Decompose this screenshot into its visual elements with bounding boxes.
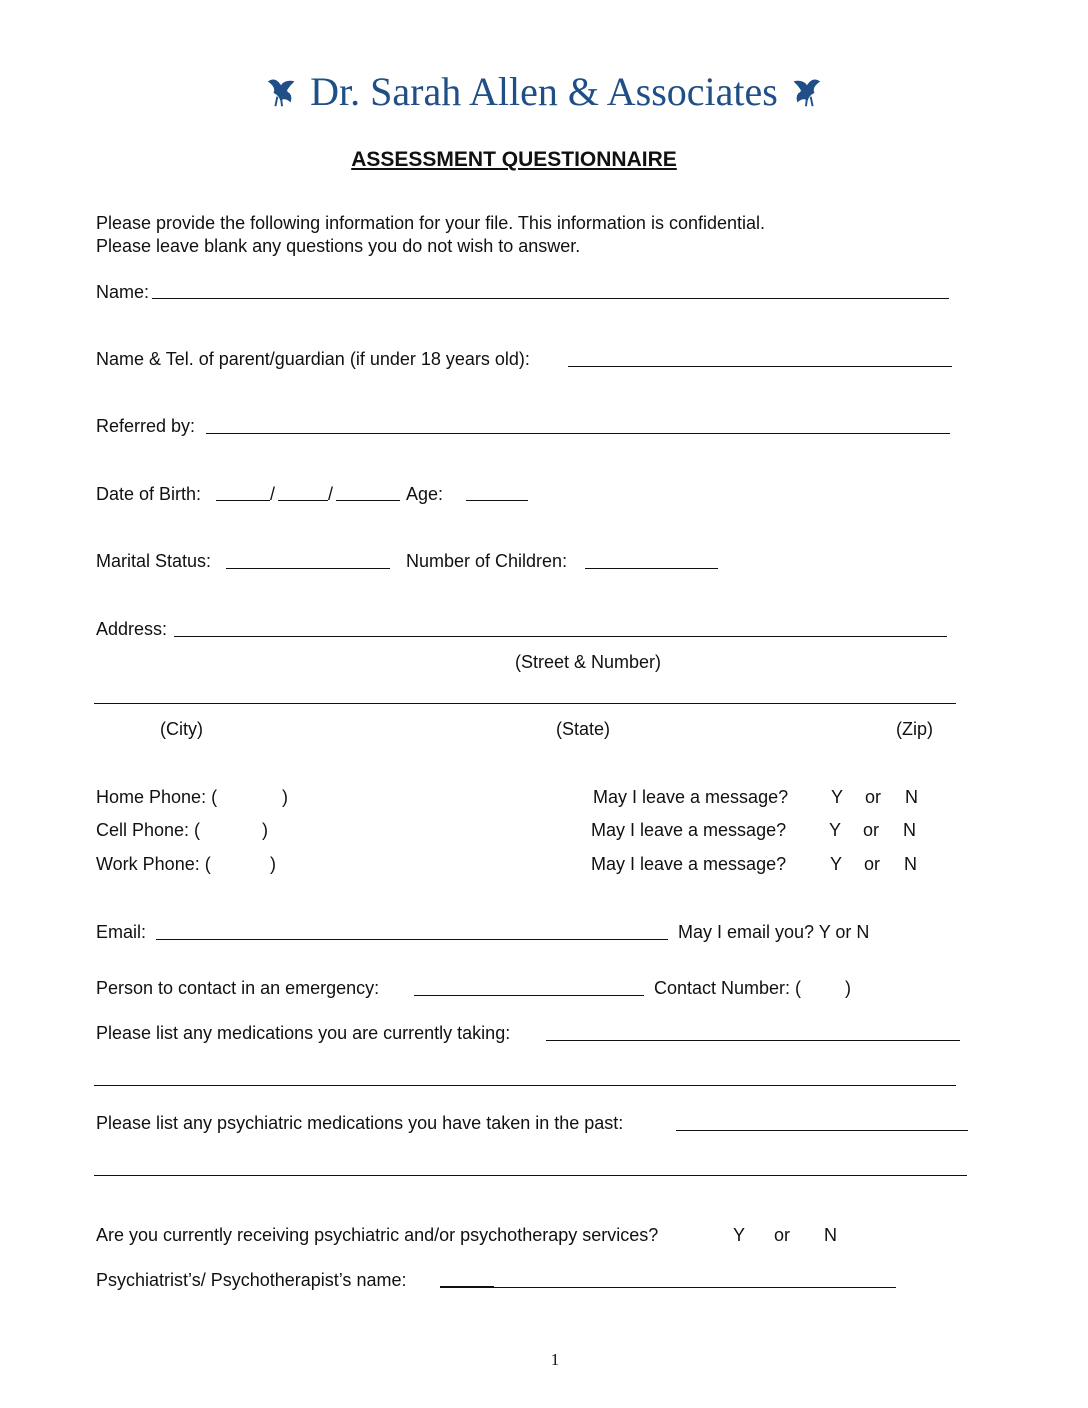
bird-icon [264,72,302,110]
past-medications-label: Please list any psychiatric medications you have taken in the past: [96,1113,624,1133]
past-medications-input-line[interactable] [676,1130,968,1131]
street-caption: (Street & Number) [515,652,662,672]
cell-message-no[interactable]: N [903,820,916,840]
receiving-services-yes[interactable]: Y [733,1225,746,1245]
past-medications-extra-line[interactable] [94,1175,967,1176]
email-input-line[interactable] [156,939,668,940]
dob-day-line[interactable] [278,500,328,501]
current-medications-input-line[interactable] [546,1040,960,1041]
name-label: Name: [96,282,150,302]
contact-number-label: Contact Number: ( [654,978,802,998]
city-caption: (City) [160,719,203,739]
home-message-or: or [865,787,882,807]
bird-icon [786,72,824,110]
work-message-or: or [864,854,881,874]
emergency-contact-input-line[interactable] [414,995,644,996]
current-medications-extra-line[interactable] [94,1085,956,1086]
work-message-question: May I leave a message? [591,854,787,874]
contact-number-paren: ) [845,978,851,998]
receiving-services-no[interactable]: N [824,1225,837,1245]
email-label: Email: [96,922,147,942]
emergency-contact-label: Person to contact in an emergency: [96,978,380,998]
home-message-yes[interactable]: Y [831,787,844,807]
dob-separator: / [328,484,334,504]
referred-by-label: Referred by: [96,416,196,436]
guardian-label: Name & Tel. of parent/guardian (if under 18 years old): [96,349,530,369]
cell-message-question: May I leave a message? [591,820,787,840]
cell-phone-label: Cell Phone: ( [96,820,201,840]
dob-label: Date of Birth: [96,484,202,504]
cell-message-or: or [863,820,880,840]
practice-header [0,66,1088,116]
dob-year-line[interactable] [336,500,400,501]
work-message-no[interactable]: N [904,854,917,874]
home-phone-label: Home Phone: ( [96,787,218,807]
email-consent-question: May I email you? Y or N [678,922,870,942]
therapist-name-underline-accent [440,1286,494,1288]
therapist-name-label: Psychiatrist’s/ Psychotherapist’s name: [96,1270,407,1290]
form-title: ASSESSMENT QUESTIONNAIRE [351,148,677,171]
work-phone-paren: ) [270,854,276,874]
guardian-input-line[interactable] [568,366,952,367]
home-message-no[interactable]: N [905,787,918,807]
address-label: Address: [96,619,168,639]
cell-message-yes[interactable]: Y [829,820,842,840]
therapist-name-input-line[interactable] [440,1287,896,1288]
age-label: Age: [406,484,444,504]
referred-by-input-line[interactable] [206,433,950,434]
marital-status-label: Marital Status: [96,551,212,571]
practice-name: Dr. Sarah Allen & Associates [310,68,778,114]
page-number: 1 [550,1350,560,1369]
marital-status-input-line[interactable] [226,568,390,569]
dob-separator: / [270,484,276,504]
intro-line-1: Please provide the following information for your file. This information is confidential. [96,213,766,233]
intro-line-2: Please leave blank any questions you do not wish to answer. [96,236,581,256]
address-street-line[interactable] [174,636,947,637]
dob-month-line[interactable] [216,500,270,501]
work-message-yes[interactable]: Y [830,854,843,874]
children-label: Number of Children: [406,551,568,571]
address-city-state-zip-line[interactable] [94,703,956,704]
current-medications-label: Please list any medications you are currently taking: [96,1023,511,1043]
work-phone-label: Work Phone: ( [96,854,211,874]
zip-caption: (Zip) [896,719,933,739]
age-input-line[interactable] [466,500,528,501]
state-caption: (State) [556,719,611,739]
receiving-services-or: or [774,1225,791,1245]
children-input-line[interactable] [585,568,718,569]
name-input-line[interactable] [152,298,949,299]
cell-phone-paren: ) [262,820,268,840]
home-phone-paren: ) [282,787,288,807]
receiving-services-question: Are you currently receiving psychiatric and/or psychotherapy services? [96,1225,659,1245]
home-message-question: May I leave a message? [593,787,789,807]
